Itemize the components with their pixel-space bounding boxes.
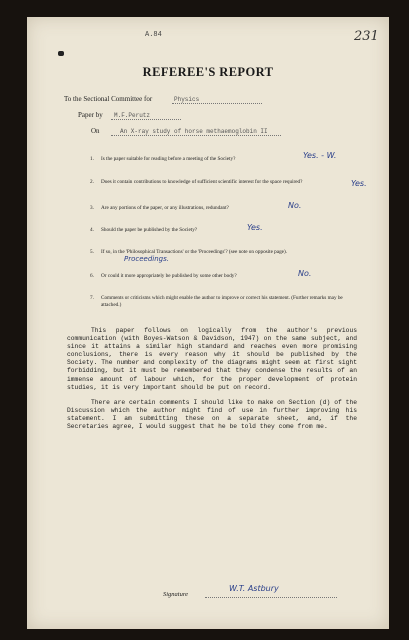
document-page bbox=[27, 17, 389, 629]
question-5: 5. If so, in the 'Philosophical Transactions' or the 'Proceedings'? (see note on opposite page). bbox=[90, 249, 287, 255]
answer-4-handwritten: Yes. bbox=[247, 223, 263, 232]
question-2: 2. Does it contain contributions to knowledge of sufficient scientific interest for the space required? bbox=[90, 179, 303, 185]
paper-by-label: Paper by bbox=[78, 111, 103, 119]
paper-by-dotted-line bbox=[111, 119, 181, 120]
question-4: 4. Should the paper be published by the Society? bbox=[90, 227, 198, 233]
report-paragraph-2: There are certain comments I should like to make on Section (d) of the Discussion which the author might find of use in further improving his statement. I am submitting these on a separate sheet, and, if the Secretaries agree, I would suggest that he be told they come from me. bbox=[67, 398, 357, 431]
on-label: On bbox=[91, 127, 100, 135]
reference-code: A.84 bbox=[145, 31, 162, 39]
folio-number: 231 bbox=[354, 29, 379, 44]
answer-3-handwritten: No. bbox=[288, 201, 302, 210]
report-paragraph-1: This paper follows on logically from the author's previous communication (with Boyes-Watson & Davidson, 1947) on the same subject, and since it attains a similar high standard and reaches even more promising conclusions, there is every reason why it should be published by the Society. The number and complexity of the diagrams might seem at first sight forbidding, but it must be remembered that they condense the results of an immense amount of labour which, for the proper development of protein studies, it is very important should be put on record. bbox=[67, 327, 357, 391]
committee-dotted-line bbox=[172, 103, 262, 104]
answer-1-handwritten: Yes. - W. bbox=[303, 151, 337, 160]
signature-handwritten: W.T. Astbury bbox=[229, 584, 279, 593]
answer-6-handwritten: No. bbox=[298, 269, 312, 278]
form-title: REFEREE'S REPORT bbox=[142, 65, 274, 79]
signature-label: Signature bbox=[163, 591, 189, 598]
on-dotted-line bbox=[111, 135, 281, 136]
answer-2-handwritten: Yes. bbox=[351, 179, 367, 188]
paper-by-value: M.F.Perutz bbox=[114, 112, 151, 119]
answer-5-handwritten: Proceedings. bbox=[124, 255, 169, 263]
paper-title-value: An X-ray study of horse methaemoglobin II bbox=[120, 128, 268, 135]
question-3: 3. Are any portions of the paper, or any illustrations, redundant? bbox=[90, 205, 229, 211]
question-7: 7. Comments or criticisms which might enable the author to improve or correct his statement. (Further remarks may be attached.) bbox=[90, 295, 343, 308]
report-body bbox=[67, 327, 357, 438]
question-1: 1. Is the paper suitable for reading before a meeting of the Society? bbox=[90, 156, 236, 162]
committee-label: To the Sectional Committee for bbox=[64, 95, 153, 103]
committee-value: Physics bbox=[174, 96, 200, 103]
question-6: 6. Or could it more appropriately be published by some other body? bbox=[90, 273, 237, 279]
punch-hole-mark bbox=[58, 51, 64, 56]
signature-dotted-line bbox=[205, 597, 337, 598]
